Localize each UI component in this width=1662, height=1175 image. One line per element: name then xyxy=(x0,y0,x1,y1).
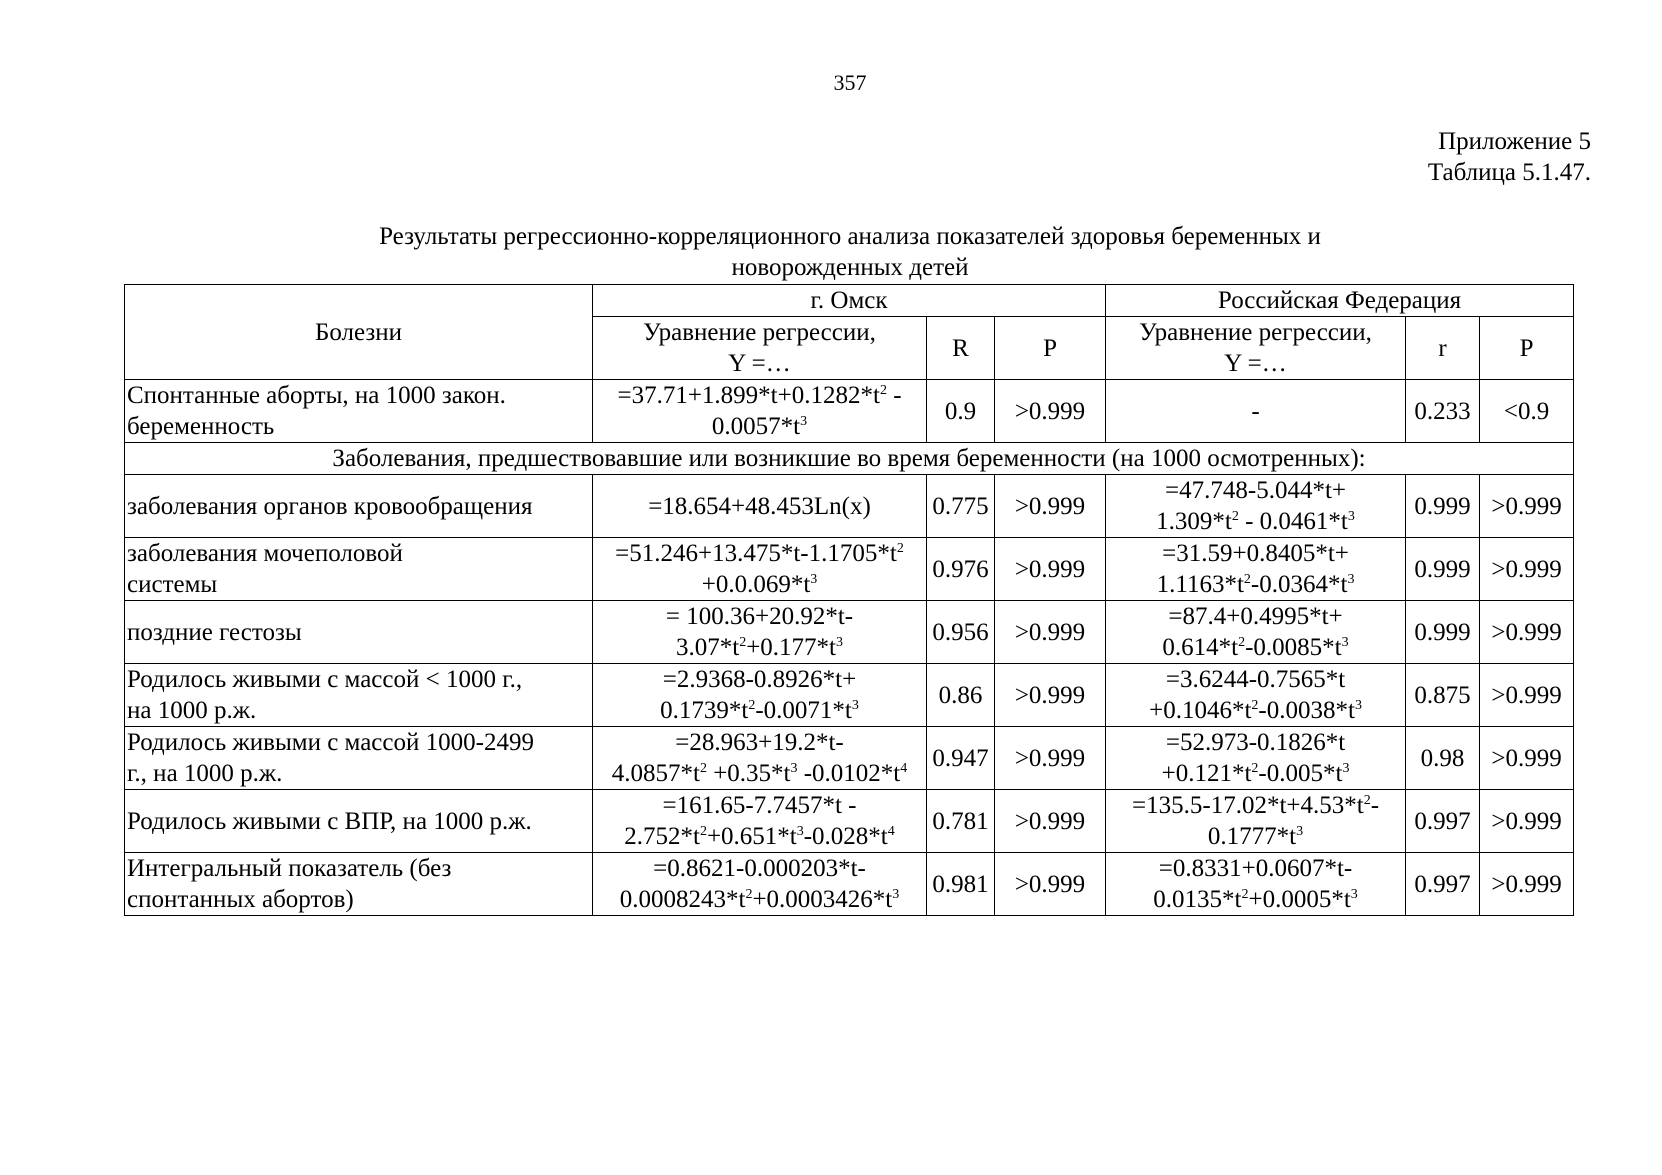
omsk-equation xyxy=(593,664,927,727)
rf-P: >0.999 xyxy=(1480,475,1574,538)
rf-r: 0.999 xyxy=(1406,538,1480,601)
rf-equation xyxy=(1106,475,1406,538)
disease-name-line-2: спонтанных абортов) xyxy=(127,886,354,913)
equation-line-2: $+0.1046*t^2-0.0038*t^3$ xyxy=(1149,697,1362,724)
disease-name-line-1: Родилось живыми с массой < 1000 г., xyxy=(127,666,523,693)
equation-line-1: =52.973-0.1826*t xyxy=(1165,729,1346,756)
header-omsk-R: R xyxy=(927,317,995,380)
omsk-R: 0.956 xyxy=(927,601,995,664)
equation-line-2: $1.309*t^2 - 0.0461*t^3$ xyxy=(1156,508,1355,535)
title-line-2: новорожденных детей xyxy=(731,254,969,281)
disease-name-line-2: беременность xyxy=(127,413,275,440)
rf-equation xyxy=(1106,727,1406,790)
equation-line-2: $0.0135*t^2+0.0005*t^3$ xyxy=(1153,886,1358,913)
rf-P: >0.999 xyxy=(1480,601,1574,664)
disease-name-line-1: Интегральный показатель (без xyxy=(127,855,452,882)
table-row xyxy=(125,727,1574,790)
omsk-R: 0.86 xyxy=(927,664,995,727)
rf-P: >0.999 xyxy=(1480,853,1574,916)
title-line-1: Результаты регрессионно-корреляционного анализа показателей здоровья беременных и xyxy=(379,223,1321,250)
header-row-1 xyxy=(125,285,1574,317)
disease-name xyxy=(125,727,593,790)
table-row xyxy=(125,853,1574,916)
omsk-P: >0.999 xyxy=(995,538,1106,601)
equation-line-1: =47.748-5.044*t+ xyxy=(1165,477,1347,504)
disease-name xyxy=(125,538,593,601)
equation-line-2: $0.1739*t^2-0.0071*t^3$ xyxy=(660,697,859,724)
rf-r: 0.997 xyxy=(1406,853,1480,916)
regression-table xyxy=(124,284,1574,916)
omsk-P: >0.999 xyxy=(995,475,1106,538)
equation-line-2: $1.1163*t^2-0.0364*t^3$ xyxy=(1156,571,1355,598)
header-omsk-P: P xyxy=(995,317,1106,380)
equation-line-1: = 100.36+20.92*t- xyxy=(665,603,854,630)
disease-name xyxy=(125,853,593,916)
header-rf-r: r xyxy=(1406,317,1480,380)
omsk-equation xyxy=(593,790,927,853)
rf-P: >0.999 xyxy=(1480,790,1574,853)
header-omsk: г. Омск xyxy=(593,285,1106,317)
rf-r: 0.875 xyxy=(1406,664,1480,727)
rf-equation xyxy=(1106,853,1406,916)
equation-line-2: $0.0008243*t^2+0.0003426*t^3$ xyxy=(619,886,900,913)
omsk-P: >0.999 xyxy=(995,380,1106,443)
rf-r: 0.997 xyxy=(1406,790,1480,853)
equation-line-2: $+0.0.069*t^3$ xyxy=(701,571,818,598)
equation-line-1: =3.6244-0.7565*t xyxy=(1165,666,1346,693)
disease-name xyxy=(125,380,593,443)
omsk-equation: =18.654+48.453Ln(x) xyxy=(593,475,927,538)
equation-line-2: $+0.121*t^2-0.005*t^3$ xyxy=(1161,760,1350,787)
omsk-R: 0.781 xyxy=(927,790,995,853)
equation-line-2: $4.0857*t^2 +0.35*t^3$ $-0.0102*t^4$ xyxy=(611,760,908,787)
rf-P: >0.999 xyxy=(1480,538,1574,601)
rf-r: 0.999 xyxy=(1406,601,1480,664)
header-diseases: Болезни xyxy=(125,285,593,380)
disease-name-line-2: на 1000 р.ж. xyxy=(127,697,257,724)
omsk-R: 0.981 xyxy=(927,853,995,916)
appendix-number: Приложение 5 xyxy=(1438,128,1591,155)
header-rf-P: P xyxy=(1480,317,1574,380)
rf-equation xyxy=(1106,538,1406,601)
table-row xyxy=(125,475,1574,538)
omsk-equation xyxy=(593,727,927,790)
appendix-label xyxy=(1428,126,1591,188)
header-rf: Российская Федерация xyxy=(1106,285,1574,317)
equation-line-2: $0.614*t^2-0.0085*t^3$ xyxy=(1162,634,1349,661)
equation-line-1: $=135.5-17.02*t+4.53*t^2-$ xyxy=(1132,792,1380,819)
table-row xyxy=(125,380,1574,443)
rf-r: 0.999 xyxy=(1406,475,1480,538)
equation-line-2: $3.07*t^2+0.177*t^3$ xyxy=(676,634,843,661)
header-equation-line-2: Y =… xyxy=(1224,350,1287,377)
table-number: Таблица 5.1.47. xyxy=(1427,159,1591,186)
equation-line-1: $=51.246+13.475*t-1.1705*t^2$ xyxy=(615,540,904,567)
equation-line-2: $0.1777*t^3$ xyxy=(1207,823,1304,850)
equation-line-1: =0.8621-0.000203*t- xyxy=(653,855,866,882)
equation-line-2: $2.752*t^2+0.651*t^3-0.028*t^4$ xyxy=(624,823,895,850)
disease-name-line-1: Родилось живыми с массой 1000-2499 xyxy=(127,729,534,756)
omsk-equation xyxy=(593,601,927,664)
equation-line-1: =28.963+19.2*t- xyxy=(675,729,844,756)
omsk-P: >0.999 xyxy=(995,664,1106,727)
rf-P: >0.999 xyxy=(1480,664,1574,727)
disease-name-line-2: г., на 1000 р.ж. xyxy=(127,760,283,787)
disease-name-line-1: заболевания мочеполовой xyxy=(127,540,403,567)
header-equation-line-1: Уравнение регрессии, xyxy=(643,319,876,346)
header-equation-line-2: Y =… xyxy=(728,350,791,377)
rf-equation xyxy=(1106,601,1406,664)
disease-name: заболевания органов кровообращения xyxy=(125,475,593,538)
disease-name: поздние гестозы xyxy=(125,601,593,664)
equation-line-1: =0.8331+0.0607*t- xyxy=(1158,855,1353,882)
omsk-P: >0.999 xyxy=(995,790,1106,853)
rf-equation: - xyxy=(1106,380,1406,443)
omsk-equation xyxy=(593,380,927,443)
header-equation-line-1: Уравнение регрессии, xyxy=(1139,319,1372,346)
omsk-P: >0.999 xyxy=(995,601,1106,664)
equation-line-1: =31.59+0.8405*t+ xyxy=(1162,540,1349,567)
equation-line-1: $=37.71+1.899*t+0.1282*t^2$ - xyxy=(617,382,902,409)
disease-name: Родилось живыми с ВПР, на 1000 р.ж. xyxy=(125,790,593,853)
table-row xyxy=(125,538,1574,601)
page-number: 357 xyxy=(833,70,867,95)
rf-r: 0.98 xyxy=(1406,727,1480,790)
disease-name-line-1: Спонтанные аборты, на 1000 закон. xyxy=(127,382,506,409)
rf-equation xyxy=(1106,664,1406,727)
omsk-R: 0.976 xyxy=(927,538,995,601)
section-heading: Заболевания, предшествовавшие или возникшие во время беременности (на 1000 осмотренных): xyxy=(125,443,1574,475)
equation-line-1: =87.4+0.4995*t+ xyxy=(1168,603,1343,630)
omsk-P: >0.999 xyxy=(995,853,1106,916)
header-omsk-equation xyxy=(593,317,927,380)
equation-line-1: =161.65-7.7457*t - xyxy=(662,792,857,819)
table-row xyxy=(125,790,1574,853)
rf-r: 0.233 xyxy=(1406,380,1480,443)
rf-equation xyxy=(1106,790,1406,853)
omsk-equation xyxy=(593,538,927,601)
omsk-P: >0.999 xyxy=(995,727,1106,790)
table-row xyxy=(125,601,1574,664)
table-title xyxy=(120,221,1580,283)
equation-line-2: $0.0057*t^3$ xyxy=(711,413,808,440)
omsk-R: 0.775 xyxy=(927,475,995,538)
rf-P: <0.9 xyxy=(1480,380,1574,443)
omsk-R: 0.947 xyxy=(927,727,995,790)
rf-P: >0.999 xyxy=(1480,727,1574,790)
table-row xyxy=(125,664,1574,727)
section-row xyxy=(125,443,1574,475)
disease-name xyxy=(125,664,593,727)
header-rf-equation xyxy=(1106,317,1406,380)
omsk-equation xyxy=(593,853,927,916)
equation-line-1: =2.9368-0.8926*t+ xyxy=(662,666,857,693)
omsk-R: 0.9 xyxy=(927,380,995,443)
disease-name-line-2: системы xyxy=(127,571,218,598)
